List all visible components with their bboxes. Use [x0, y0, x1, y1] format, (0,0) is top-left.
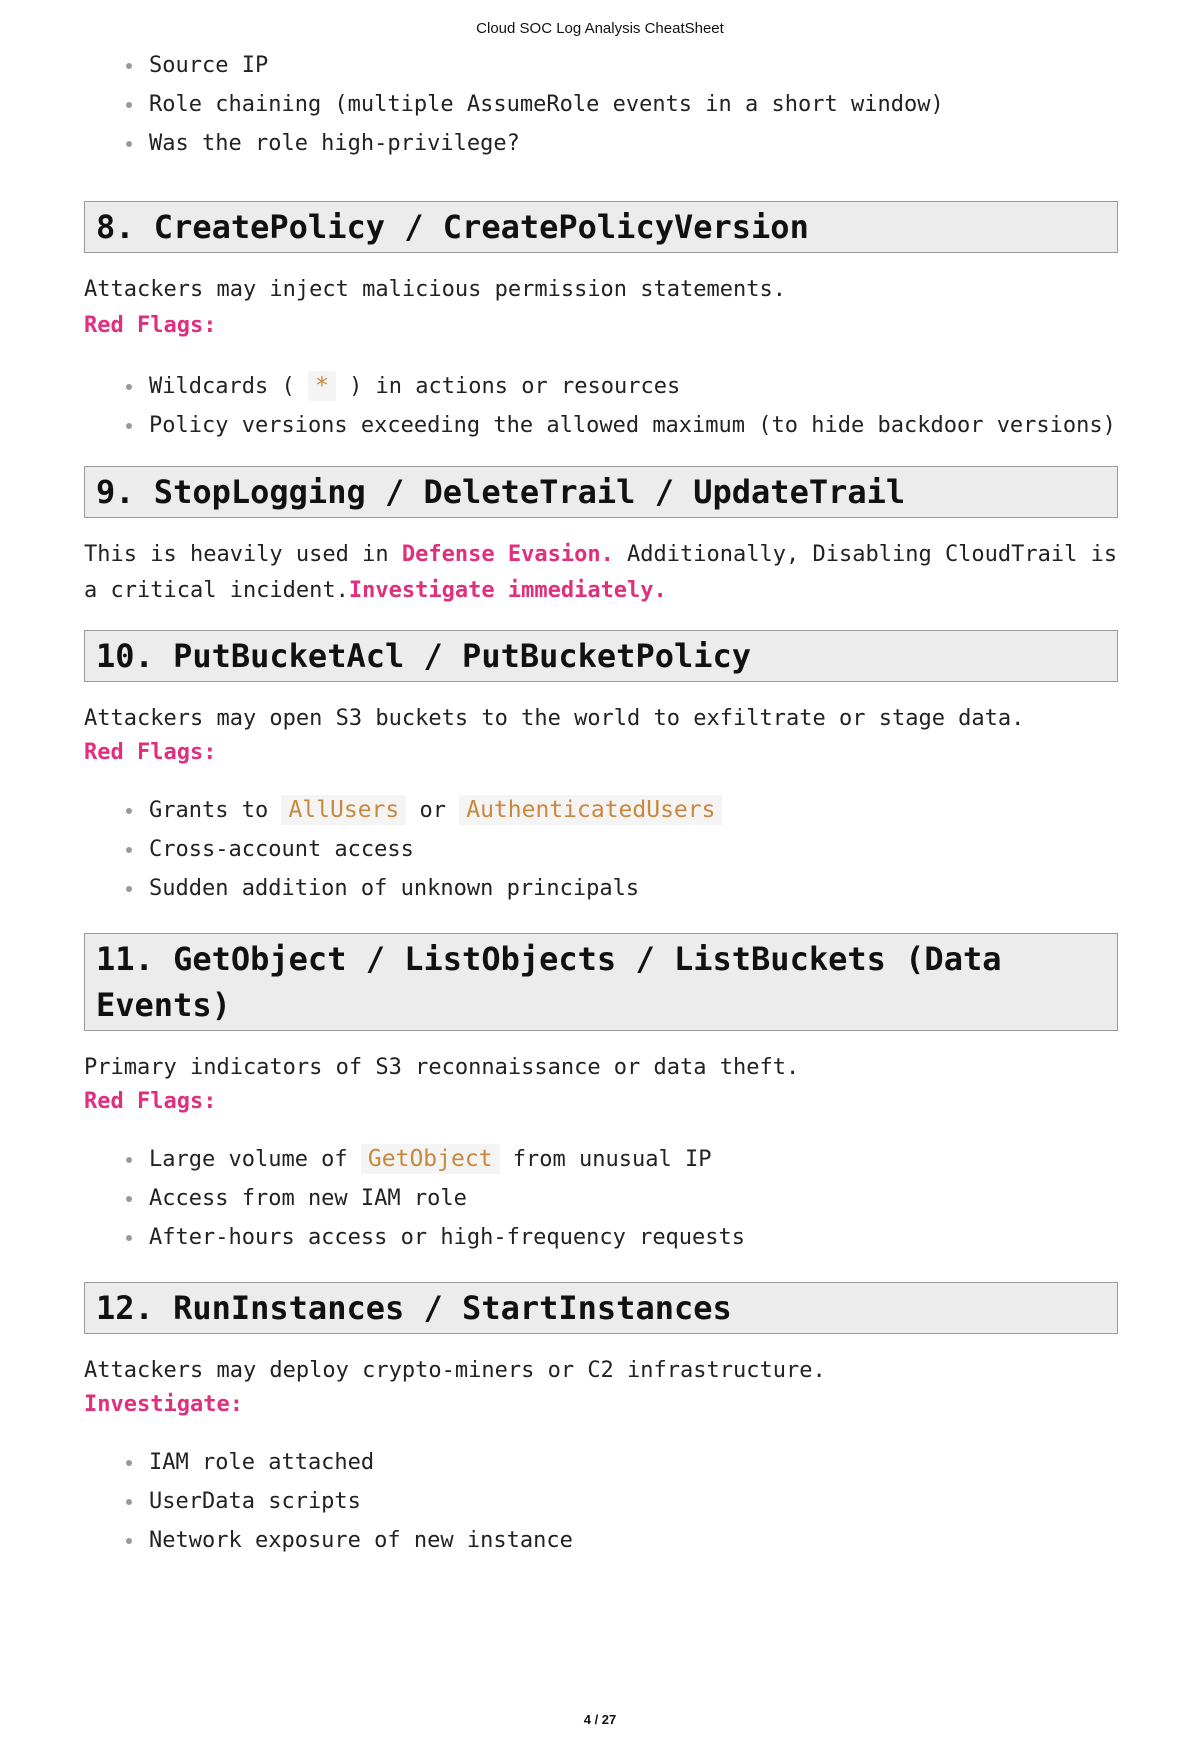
list-item: Was the role high-privilege?: [149, 124, 1118, 163]
section-8-description: Attackers may inject malicious permission statements.: [84, 277, 786, 302]
section-heading-12: 12. RunInstances / StartInstances: [84, 1282, 1118, 1334]
section-heading-11: 11. GetObject / ListObjects / ListBuckets (Data Events): [84, 933, 1118, 1031]
section-heading-10: 10. PutBucketAcl / PutBucketPolicy: [84, 630, 1118, 682]
section-heading-9: 9. StopLogging / DeleteTrail / UpdateTrail: [84, 466, 1118, 518]
section-12-bullets: [84, 1443, 1118, 1560]
highlight-investigate: Investigate immediately.: [348, 578, 667, 603]
section-11-description: Primary indicators of S3 reconnaissance or data theft.: [84, 1055, 800, 1080]
list-item: After-hours access or high-frequency requests: [149, 1218, 1118, 1257]
list-item: Access from new IAM role: [149, 1179, 1118, 1218]
inline-code: GetObject: [361, 1144, 500, 1174]
section-11-bullets: [84, 1140, 1118, 1257]
list-item: [149, 1140, 1118, 1179]
list-item: Policy versions exceeding the allowed maximum (to hide backdoor versions): [149, 406, 1118, 445]
section-10-bullets: [84, 791, 1118, 908]
bullet-text: Large volume of: [149, 1147, 361, 1172]
section-10-description: Attackers may open S3 buckets to the world to exfiltrate or stage data.: [84, 706, 1025, 731]
highlight-defense-evasion: Defense Evasion.: [401, 542, 614, 567]
list-item: Role chaining (multiple AssumeRole events in a short window): [149, 85, 1118, 124]
list-item: Sudden addition of unknown principals: [149, 869, 1118, 908]
intro-bullet-list: [84, 46, 1118, 163]
list-item: UserData scripts: [149, 1482, 1118, 1521]
section-heading-8: 8. CreatePolicy / CreatePolicyVersion: [84, 201, 1118, 253]
bullet-text: from unusual IP: [499, 1147, 712, 1172]
bullet-text: or: [406, 798, 460, 823]
list-item: Network exposure of new instance: [149, 1521, 1118, 1560]
page-header: Cloud SOC Log Analysis CheatSheet: [476, 20, 724, 37]
list-item: [149, 791, 1118, 830]
inline-code: AuthenticatedUsers: [459, 795, 722, 825]
document-body: [84, 46, 1118, 1560]
inline-code: AllUsers: [281, 795, 406, 825]
section-8-bullets: [84, 367, 1118, 445]
page-number: 4 / 27: [583, 1712, 617, 1727]
list-item: [149, 367, 1118, 406]
desc-text: Additionally, Disabling CloudTrail is a critical incident.: [84, 542, 1118, 603]
list-item: Source IP: [149, 46, 1118, 85]
bullet-text: Wildcards (: [149, 374, 295, 399]
section-9-description: [84, 537, 1118, 609]
inline-code: *: [308, 371, 336, 401]
bullet-text: ) in actions or resources: [349, 374, 681, 399]
bullet-text: Grants to: [149, 798, 282, 823]
section-12-description: Attackers may deploy crypto-miners or C2 infrastructure.: [84, 1358, 826, 1383]
red-flags-label: Red Flags:: [84, 313, 217, 338]
red-flags-label: Red Flags:: [84, 1089, 217, 1114]
red-flags-label: Red Flags:: [84, 740, 217, 765]
investigate-label: Investigate:: [84, 1392, 243, 1417]
list-item: IAM role attached: [149, 1443, 1118, 1482]
list-item: Cross-account access: [149, 830, 1118, 869]
desc-text: This is heavily used in: [84, 542, 402, 567]
